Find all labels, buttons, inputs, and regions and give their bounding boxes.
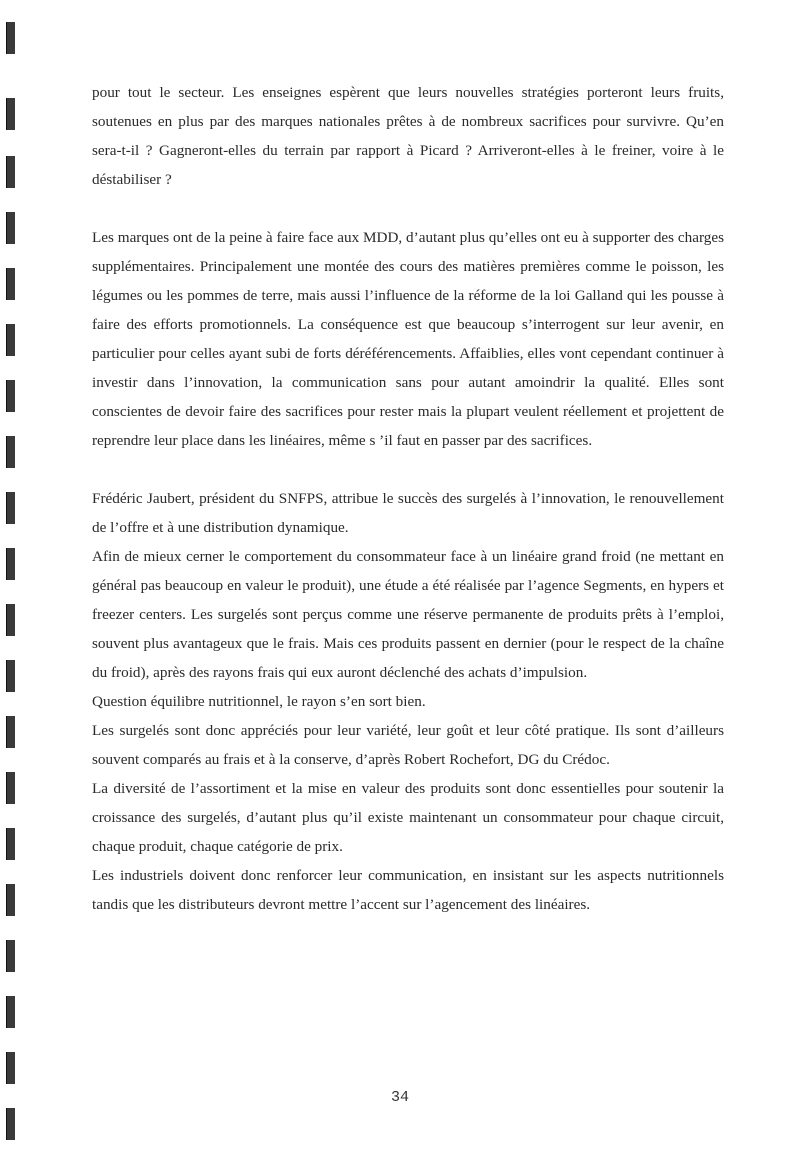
binding-hole [6, 828, 15, 860]
binding-hole [6, 98, 15, 130]
binding-hole [6, 772, 15, 804]
binding-hole [6, 660, 15, 692]
paragraph-diversity: La diversité de l’assortiment et la mise en valeur des produits sont donc essentielles pour soutenir la croissance des surgelés, d’autant plus qu’il existe maintenant un consommateur pour chaque circuit, chaque produit, chaque catégorie de prix. [92, 780, 724, 855]
paragraph-industrials: Les industriels doivent donc renforcer leur communication, en insistant sur les aspects nutritionnels tandis que les distributeurs devront mettre l’accent sur l’agencement des linéaires. [92, 867, 724, 913]
binding-hole [6, 268, 15, 300]
binding-hole [6, 492, 15, 524]
paragraph-appreciation: Les surgelés sont donc appréciés pour leur variété, leur goût et leur côté pratique. Ils sont d’ailleurs souvent comparés au frais et à la conserve, d’après Robert Rochefort, DG du Crédoc. [92, 722, 724, 768]
paragraph-brands: Les marques ont de la peine à faire face aux MDD, d’autant plus qu’elles ont eu à supporter des charges supplémentaires. Principalement une montée des cours des matières premières comme le poisson, les légumes ou les pommes de terre, mais aussi l’influence de la réforme de la loi Galland qui les pousse à faire des efforts promotionnels. La conséquence est que beaucoup s’interrogent sur leur avenir, en particulier pour celles ayant subi de forts déréférencements. Affaiblies, elles vont cependant continuer à investir dans l’innovation, la communication sans pour autant amoindrir la qualité. Elles sont conscientes de devoir faire des sacrifices pour rester mais la plupart veulent réellement et projettent de reprendre leur place dans les linéaires, même s ’il faut en passer par des sacrifices. [92, 229, 724, 449]
binding-holes [6, 0, 18, 1152]
binding-hole [6, 324, 15, 356]
binding-hole [6, 548, 15, 580]
binding-hole [6, 1108, 15, 1140]
page-number: 34 [390, 1089, 409, 1106]
binding-hole [6, 604, 15, 636]
binding-hole [6, 436, 15, 468]
paragraph-study: Afin de mieux cerner le comportement du consommateur face à un linéaire grand froid (ne mettant en général pas beaucoup en valeur le produit), une étude a été réalisée par l’agence Segments, en hypers et freezer centers. Les surgelés sont perçus comme une réserve permanente de produits prêts à l’emploi, souvent plus avantageux que le frais. Mais ces produits passent en dernier (pour le respect de la chaîne du froid), après des rayons frais qui eux auront déclenché des achats d’impulsion. [92, 548, 724, 681]
binding-hole [6, 22, 15, 54]
binding-hole [6, 940, 15, 972]
paragraph-intro: pour tout le secteur. Les enseignes espèrent que leurs nouvelles stratégies porteront leurs fruits, soutenues en plus par des marques nationales prêtes à de nombreux sacrifices pour survivre. Qu’en sera-t-il ? Gagneront-elles du terrain par rapport à Picard ? Arriveront-elles à le freiner, voire à le déstabiliser ? [92, 84, 724, 188]
binding-hole [6, 884, 15, 916]
paragraph-nutrition: Question équilibre nutritionnel, le rayon s’en sort bien. [92, 693, 426, 710]
paragraph-jaubert: Frédéric Jaubert, président du SNFPS, attribue le succès des surgelés à l’innovation, le renouvellement de l’offre et à une distribution dynamique. [92, 490, 724, 536]
binding-hole [6, 1052, 15, 1084]
binding-hole [6, 212, 15, 244]
binding-hole [6, 716, 15, 748]
binding-hole [6, 996, 15, 1028]
binding-hole [6, 156, 15, 188]
binding-hole [6, 380, 15, 412]
body-text [92, 78, 724, 919]
